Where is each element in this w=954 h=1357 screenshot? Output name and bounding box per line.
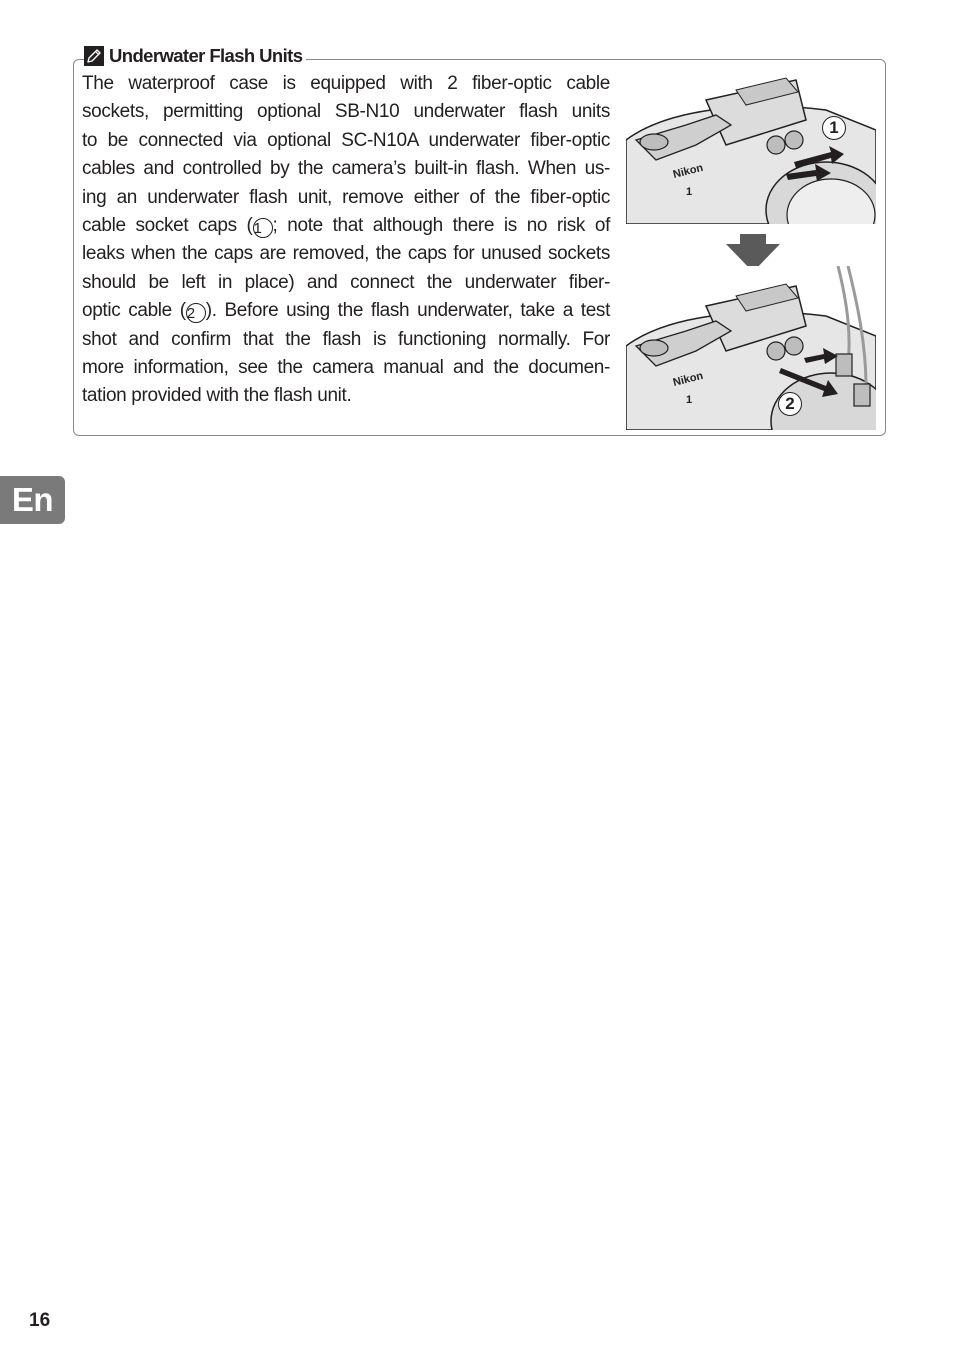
brand-label: Nikon (671, 369, 705, 389)
body-text: optic cable ( (82, 300, 186, 322)
brand-label: Nikon (671, 161, 705, 181)
pencil-note-icon (84, 46, 104, 66)
callout-1: 1 (822, 116, 846, 140)
body-line: cables and controlled by the camera’s built-in flash. When us- (82, 158, 610, 180)
language-tab (0, 476, 65, 524)
note-body (82, 70, 610, 411)
language-label: En (11, 481, 54, 518)
model-label: 1 (686, 186, 693, 198)
body-line: more information, see the camera manual and the documen- (82, 357, 610, 379)
body-line (82, 297, 610, 325)
fiber-optic-illustration (626, 70, 876, 430)
body-line: The waterproof case is equipped with 2 fiber-optic cable (82, 73, 610, 94)
body-line: leaks when the caps are removed, the caps for unused sockets (82, 243, 610, 265)
body-text: ). Before using the flash underwater, take a test (205, 300, 611, 322)
body-line (82, 212, 610, 240)
circled-number: 2 (186, 303, 206, 323)
body-text: ; note that although there is no risk of (272, 215, 611, 237)
body-text: cable socket caps ( (82, 215, 253, 237)
circled-number: 1 (253, 218, 273, 238)
note-heading (84, 44, 306, 68)
body-line: sockets, permitting optional SB-N10 underwater flash units (82, 101, 610, 123)
step-2-illustration (626, 266, 876, 430)
camera-housing-drawing (626, 70, 876, 224)
page-number: 16 (29, 1310, 51, 1331)
body-line: to be connected via optional SC-N10A underwater fiber-optic (82, 129, 610, 151)
note-title: Underwater Flash Units (109, 45, 303, 66)
body-line: should be left in place) and connect the underwater fiber- (82, 271, 610, 293)
step-1-illustration (626, 70, 876, 224)
model-label: 1 (686, 394, 693, 406)
body-line: tation provided with the flash unit. (82, 385, 352, 407)
camera-housing-drawing (626, 266, 876, 430)
body-line: ing an underwater flash unit, remove either of the fiber-optic (82, 186, 610, 208)
callout-2: 2 (778, 392, 802, 416)
body-line: shot and confirm that the flash is functioning normally. For (82, 328, 610, 350)
